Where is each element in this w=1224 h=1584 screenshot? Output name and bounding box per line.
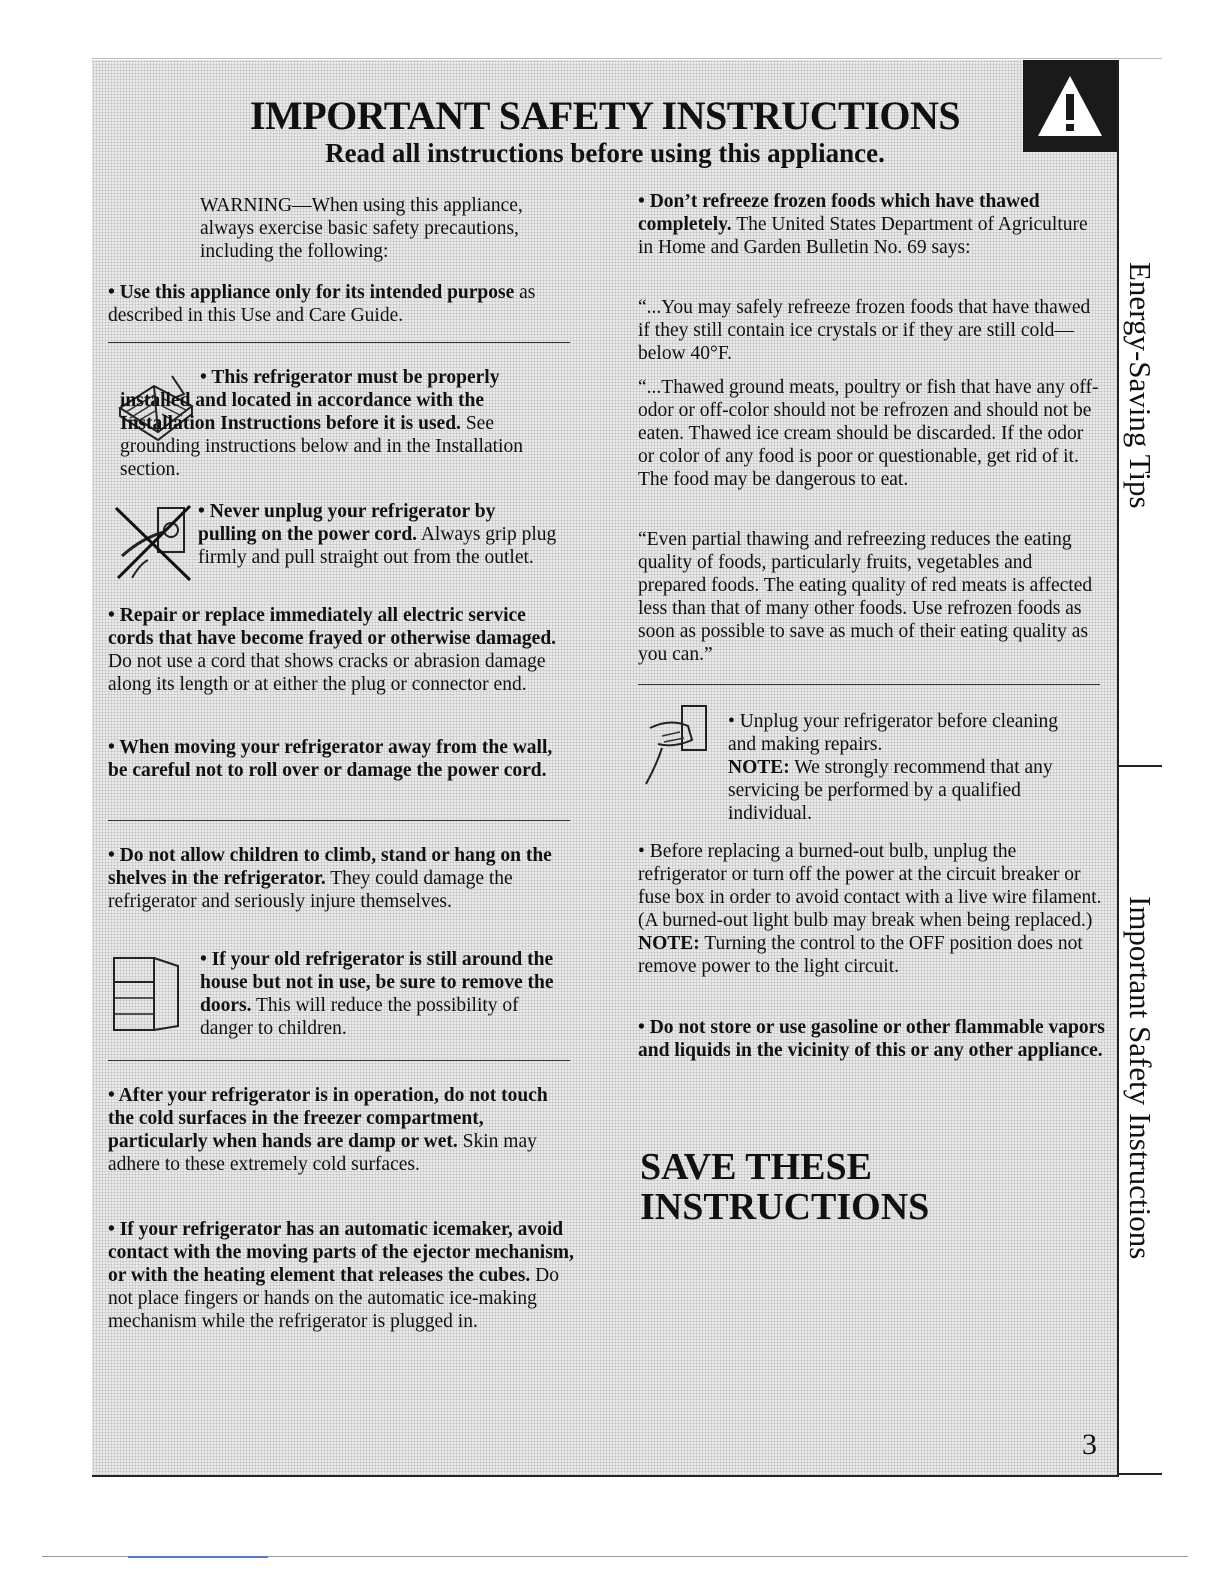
safety-item-light-bulb: • Before replacing a burned-out bulb, unplug the refrigerator or turn off the power at the circuit breaker or fuse box in order to avoid contact with a live wire filament. (A burned-out light bulb may break when being replaced.) NOTE: Turning the control to the OFF position does not remove power to the light circuit. (638, 841, 1102, 977)
refrigerator-icon (108, 952, 188, 1036)
section-divider (108, 820, 570, 821)
bottom-rule-tick (1117, 1473, 1162, 1475)
page-subtitle: Read all instructions before using this appliance. (325, 138, 885, 168)
safety-item-icemaker: • If your refrigerator has an automatic icemaker, avoid contact with the moving parts of the ejector mechanism, or with the heating element that releases the cubes. Do not place fingers or hands on the automatic ice-making mechanism while the refrigerator is plugged in. (108, 1219, 574, 1332)
section-divider (638, 684, 1100, 685)
page-number: 3 (1082, 1428, 1097, 1461)
warning-intro: WARNING—When using this appliance, always exercise basic safety precautions, including the following: (200, 195, 523, 262)
page-title: IMPORTANT SAFETY INSTRUCTIONS (249, 93, 961, 138)
safety-item-installation: • This refrigerator must be properly installed and located in accordance with the Installation Instructions before it is used. See grounding instructions below and in the Installation section. (120, 367, 523, 480)
side-tab-energy-saving: Energy-Saving Tips (1123, 262, 1158, 509)
hand-unplugging-icon (640, 700, 720, 788)
safety-item-intended-purpose: • Use this appliance only for its intended purpose as described in this Use and Care Guide. (108, 282, 536, 326)
warning-box (1023, 60, 1117, 152)
safety-item-refreeze: • Don’t refreeze frozen foods which have thawed completely. The United States Department of Agriculture in Home and Garden Bulletin No. 69 says: (638, 191, 1088, 258)
section-divider (108, 1060, 570, 1061)
safety-item-unplug-cord: • Never unplug your refrigerator by pulling on the power cord. Always grip plug firmly and pull straight out from the outlet. (198, 501, 557, 568)
top-rule (92, 58, 1162, 59)
safety-item-moving: • When moving your refrigerator away from the wall, be careful not to roll over or damage the power cord. (108, 737, 553, 781)
safety-item-cold-surfaces: • After your refrigerator is in operation, do not touch the cold surfaces in the freezer compartment, particularly when hands are damp or wet. Skin may adhere to these extremely cold surfaces. (108, 1085, 548, 1175)
crossed-out-plug-icon (112, 498, 196, 588)
section-divider (108, 342, 570, 343)
save-instructions-heading: SAVE THESE INSTRUCTIONS (640, 1146, 930, 1228)
safety-item-unplug-before-cleaning: • Unplug your refrigerator before cleaning and making repairs. NOTE: We strongly recommend that any servicing be performed by a qualified individual. (728, 711, 1059, 824)
safety-item-children: • Do not allow children to climb, stand or hang on the shelves in the refrigerator. They could damage the refrigerator and seriously injure themselves. (108, 845, 552, 912)
side-tab-divider (1117, 765, 1162, 767)
safety-item-flammable: • Do not store or use gasoline or other flammable vapors and liquids in the vicinity of this or any other appliance. (638, 1017, 1105, 1061)
side-rule (1117, 60, 1119, 1477)
side-tab-safety-instructions: Important Safety Instructions (1123, 896, 1158, 1260)
usda-quote-1: “...You may safely refreeze frozen foods that have thawed if they still contain ice crystals or if they are still cold—below 40°F. (638, 297, 1091, 364)
safety-item-old-refrigerator: • If your old refrigerator is still around the house but not in use, be sure to remove the doors. This will reduce the possibility of danger to children. (200, 949, 554, 1039)
warning-triangle-icon (1035, 72, 1105, 140)
footer-mark (128, 1556, 268, 1558)
usda-quote-2: “...Thawed ground meats, poultry or fish that have any off-odor or off-color should not be refrozen and should not be eaten. Thawed ice cream should be discarded. If the odor or color of any food is poor or questionable, get rid of it. The food may be dangerous to eat. (638, 377, 1099, 490)
usda-quote-3: “Even partial thawing and refreezing reduces the eating quality of foods, particularly fruits, vegetables and prepared foods. The eating quality of red meats is affected less than that of many other foods. Use refrozen foods as soon as possible to save as much of their eating quality as you can.” (638, 529, 1093, 665)
safety-item-repair-cords: • Repair or replace immediately all electric service cords that have become frayed or otherwise damaged. Do not use a cord that shows cracks or abrasion damage along its length or at either the plug or connector end. (108, 605, 557, 695)
